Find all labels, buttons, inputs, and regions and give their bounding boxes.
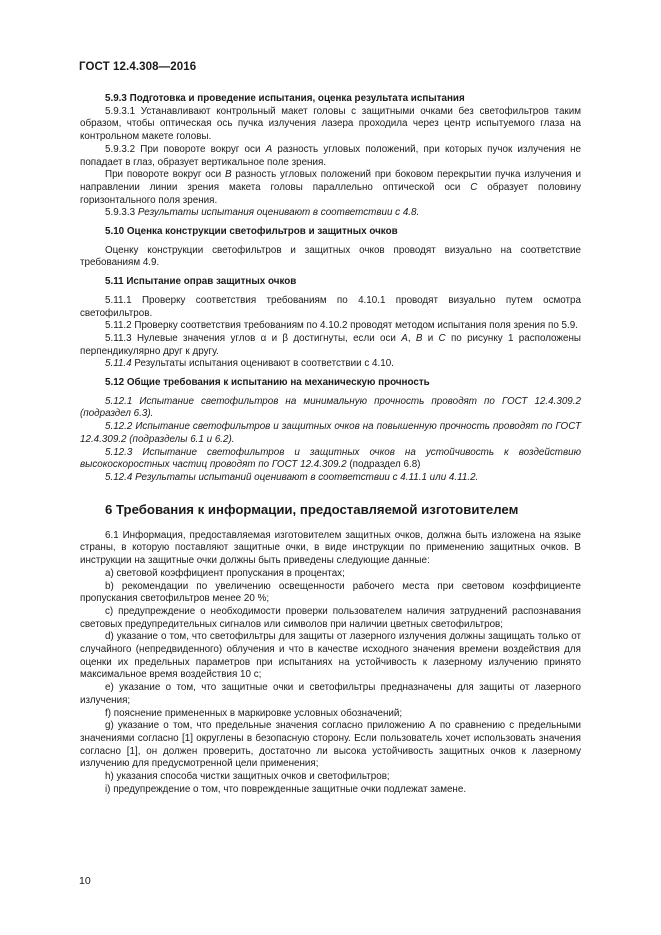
paragraph-5-11-2: 5.11.2 Проверку соответствия требованиям по 4.10.2 проводят методом испытания поля зрения по 5.9. — [105, 320, 578, 332]
paragraph-5-9-3-3: 5.9.3.3 Результаты испытания оценивают в соответствии с 4.8. — [105, 207, 420, 219]
section-heading-5-11: 5.11 Испытание оправ защитных очков — [105, 276, 297, 288]
page-number: 10 — [79, 875, 91, 887]
list-item-f: f) пояснение примененных в маркировке условных обозначений; — [105, 707, 403, 719]
list-item-h: h) указания способа чистки защитных очков и светофильтров; — [105, 771, 390, 783]
paragraph-5-11-4: 5.11.4 Результаты испытания оценивают в соответствии с 4.10. — [105, 358, 394, 370]
paragraph-5-12-3: 5.12.3 Испытание светофильтров и защитных очков на устойчивость к воздействию высокоскоростных частиц проводят по ГОСТ 12.4.309.2 (подраздел 6.8) — [80, 446, 581, 471]
paragraph-5-10: Оценку конструкции светофильтров и защитных очков проводят визуально на соответствие требованиям 4.9. — [80, 244, 581, 269]
paragraph-5-9-3-2: 5.9.3.2 При повороте вокруг оси А разность угловых положений, при которых пучок излучения не попадает в глаз, образует вертикальное поле зрения. — [80, 143, 581, 168]
section-heading-5-12: 5.12 Общие требования к испытанию на механическую прочность — [105, 377, 430, 389]
list-item-b: b) рекомендации по увеличению освещенности рабочего места при световом коэффициенте пропускания светофильтров менее 20 %; — [80, 580, 581, 605]
list-item-d: d) указание о том, что светофильтры для защиты от лазерного излучения должны защищать только от случайного (непредвиденного) облучения и что в качестве исходного значения времени воздействия для оценки их предельных параметров при испытаниях на устойчивость к лазерному излучению принято максимальное время воздействия 10 с; — [80, 631, 581, 681]
paragraph-5-12-2: 5.12.2 Испытание светофильтров и защитных очков на повышенную прочность проводят по ГОСТ 12.4.309.2 (подразделы 6.1 и 6.2). — [80, 421, 581, 445]
list-item-a: а) световой коэффициент пропускания в процентах; — [105, 567, 345, 579]
paragraph-5-11-1: 5.11.1 Проверку соответствия требованиям по 4.10.1 проводят визуально путем осмотра светофильтров. — [80, 294, 581, 319]
paragraph-5-11-3: 5.11.3 Нулевые значения углов α и β достигнуты, если оси А, В и С по рисунку 1 расположены перпендикулярно друг к другу. — [80, 332, 581, 357]
list-item-g: g) указание о том, что предельные значения согласно приложению А по сравнению с предельными значениями согласно [1] округлены в безопасную сторону. Если пользователь хочет использовать значения согласно [1], он должен проверить, достаточно ли высока устойчивость защитных очков к лазерному излучению для предусмотренной цели применения; — [80, 720, 581, 770]
section-heading-5-10: 5.10 Оценка конструкции светофильтров и защитных очков — [105, 226, 398, 238]
document-code-header: ГОСТ 12.4.308—2016 — [79, 61, 197, 73]
list-item-i: i) предупреждение о том, что поврежденные защитные очки подлежат замене. — [105, 783, 467, 795]
document-body — [80, 93, 581, 796]
list-item-c: c) предупреждение о необходимости проверки пользователем наличия затруднений распознавания световых предупредительных сигналов или символов при наличии цветных светофильтров; — [80, 605, 581, 630]
paragraph-5-12-1: 5.12.1 Испытание светофильтров на минимальную прочность проводят по ГОСТ 12.4.309.2 (подраздел 6.3). — [80, 395, 581, 420]
paragraph-5-9-3-2-cont: При повороте вокруг оси В разность угловых положений при боковом перекрытии пучка излучения и направлении линии зрения макета головы параллельно оптической оси С образует половину горизонтального поля зрения. — [80, 169, 581, 206]
list-item-e: e) указание о том, что защитные очки и светофильтры предназначены для защиты от лазерного излучения; — [80, 682, 581, 706]
paragraph-5-12-4: 5.12.4 Результаты испытаний оценивают в соответствии с 4.11.1 или 4.11.2. — [105, 471, 479, 483]
section-heading-6: 6 Требования к информации, предоставляемой изготовителем — [105, 501, 519, 517]
section-heading-5-9-3: 5.9.3 Подготовка и проведение испытания, оценка результата испытания — [105, 93, 465, 104]
paragraph-6-1: 6.1 Информация, предоставляемая изготовителем защитных очков, должна быть изложена на языке страны, в которую поставляют защитные очки, в виде инструкции по применению защитных очков. В инструкции на защитные очки должны быть приведены следующие данные: — [80, 529, 581, 567]
paragraph-5-9-3-1: 5.9.3.1 Устанавливают контрольный макет головы с защитными очками без светофильтров таким образом, чтобы оптическая ось пучка излучения лазера проходила через центр испытуемого глаза на контрольном макете головы. — [80, 105, 581, 143]
